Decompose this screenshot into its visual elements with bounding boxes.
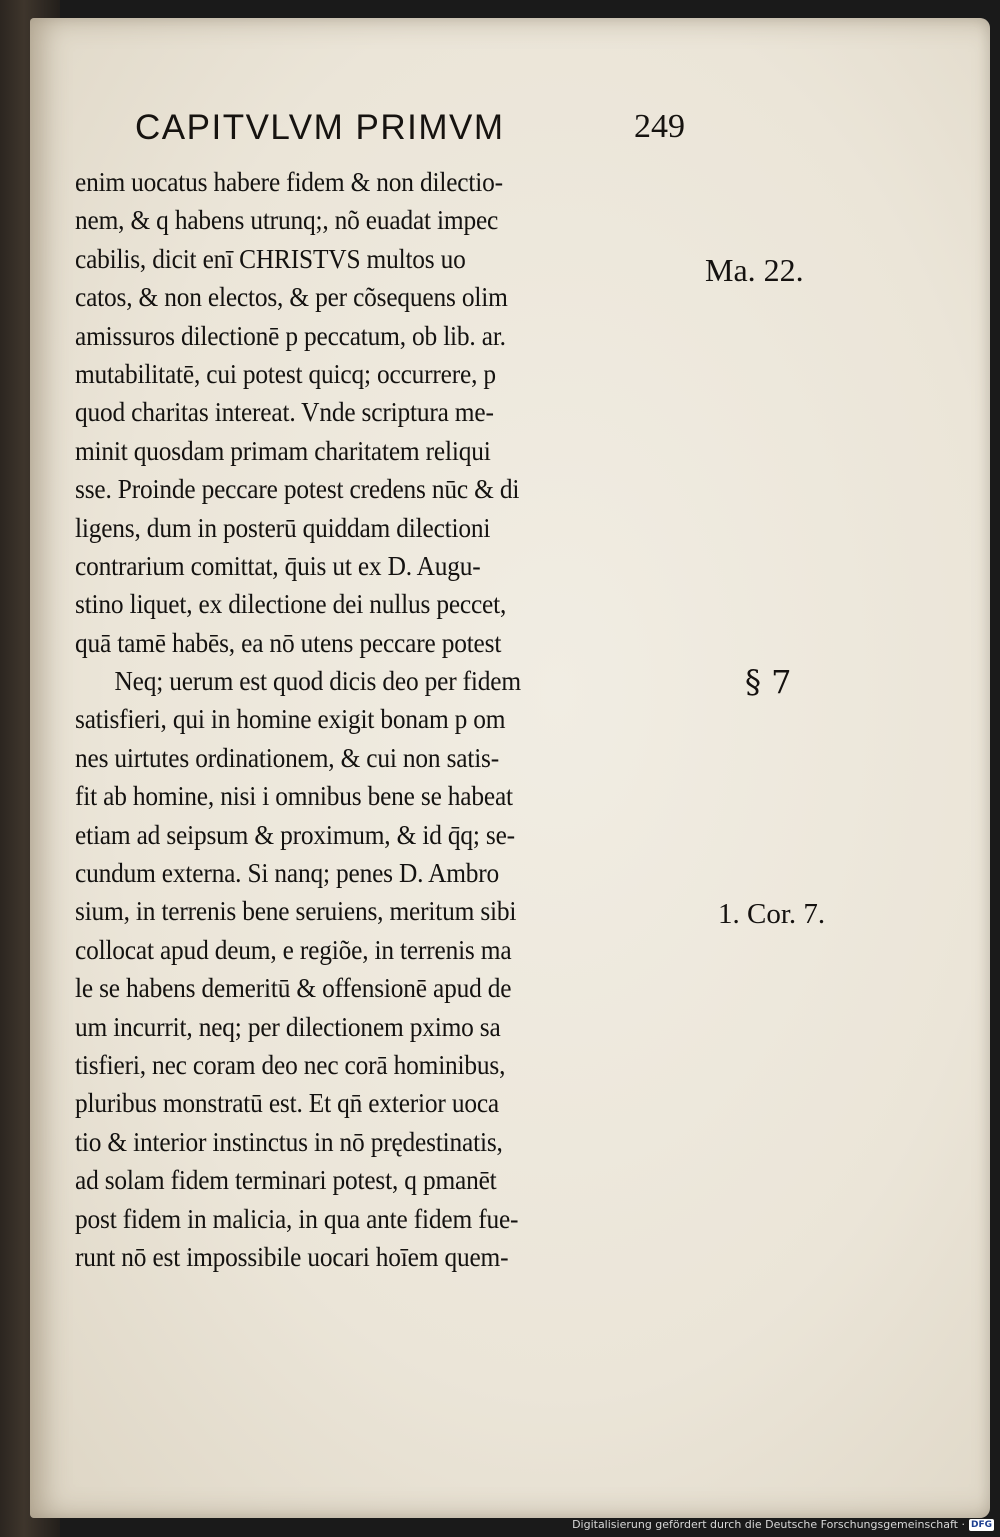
marginal-note-section: § 7 xyxy=(745,663,792,701)
text-line: cundum externa. Si nanq; penes D. Ambro xyxy=(75,858,500,889)
text-line: contrarium comittat, q̄uis ut ex D. Augu- xyxy=(75,550,481,581)
text-line: runt nō est impossibile uocari hoīem quem- xyxy=(75,1241,509,1272)
text-line: um incurrit, neq; per dilectionem pximo sa xyxy=(75,1011,501,1042)
page-number: 249 xyxy=(634,108,685,145)
page-header xyxy=(135,108,695,158)
marginal-note-corinthians: 1. Cor. 7. xyxy=(718,898,826,930)
text-line: ad solam fidem terminari potest, q pmanēt xyxy=(75,1165,497,1196)
body-text xyxy=(75,163,715,1276)
text-line: mutabilitatē, cui potest quicq; occurrere, p xyxy=(75,358,496,389)
text-line: le se habens demeritū & offensionē apud de xyxy=(75,973,512,1004)
text-line: enim uocatus habere fidem & non dilectio- xyxy=(75,167,503,197)
text-line: fit ab homine, nisi i omnibus bene se habeat xyxy=(75,781,513,812)
text-line: pluribus monstratū est. Et qn̄ exterior uoca xyxy=(75,1088,499,1119)
text-line: ligens, dum in posterū quiddam dilectioni xyxy=(75,512,491,543)
text-line: quā tamē habēs, ea nō utens peccare potest xyxy=(75,627,502,658)
text-line: cabilis, dicit enī CHRISTVS multos uo xyxy=(75,243,466,274)
text-line: collocat apud deum, e regiõe, in terrenis ma xyxy=(75,934,512,965)
text-line: sse. Proinde peccare potest credens nūc & di xyxy=(75,474,520,505)
running-title: CAPITVLVM PRIMVM xyxy=(135,108,505,147)
text-line: etiam ad seipsum & proximum, & id q̄q; se- xyxy=(75,819,515,850)
credit-text: Digitalisierung gefördert durch die Deutsche Forschungsgemeinschaft · xyxy=(572,1518,965,1531)
marginal-note-matthew: Ma. 22. xyxy=(705,252,804,288)
dfg-logo: DFG xyxy=(970,1519,992,1530)
text-line: quod charitas intereat. Vnde scriptura me- xyxy=(75,397,494,428)
text-line: amissuros dilectionē p peccatum, ob lib. ar. xyxy=(75,320,506,351)
text-line: minit quosdam primam charitatem reliqui xyxy=(75,435,491,466)
text-line: post fidem in malicia, in qua ante fidem fue- xyxy=(75,1203,519,1234)
text-line: Neq; uerum est quod dicis deo per fidem xyxy=(114,666,521,697)
text-line: satisfieri, qui in homine exigit bonam p om xyxy=(75,704,506,735)
text-line: catos, & non electos, & per cõsequens olim xyxy=(75,282,508,313)
text-line: sium, in terrenis bene seruiens, meritum sibi xyxy=(75,896,517,927)
text-line: tio & interior instinctus in nō prędestinatis, xyxy=(75,1126,503,1157)
text-line: stino liquet, ex dilectione dei nullus peccet, xyxy=(75,589,507,620)
text-line: nes uirtutes ordinationem, & cui non satis- xyxy=(75,742,500,773)
text-line: nem, & q habens utrunq;, nõ euadat impec xyxy=(75,205,499,236)
digitization-credit xyxy=(572,1518,994,1531)
text-line: tisfieri, nec coram deo nec corā hominibus, xyxy=(75,1049,506,1080)
